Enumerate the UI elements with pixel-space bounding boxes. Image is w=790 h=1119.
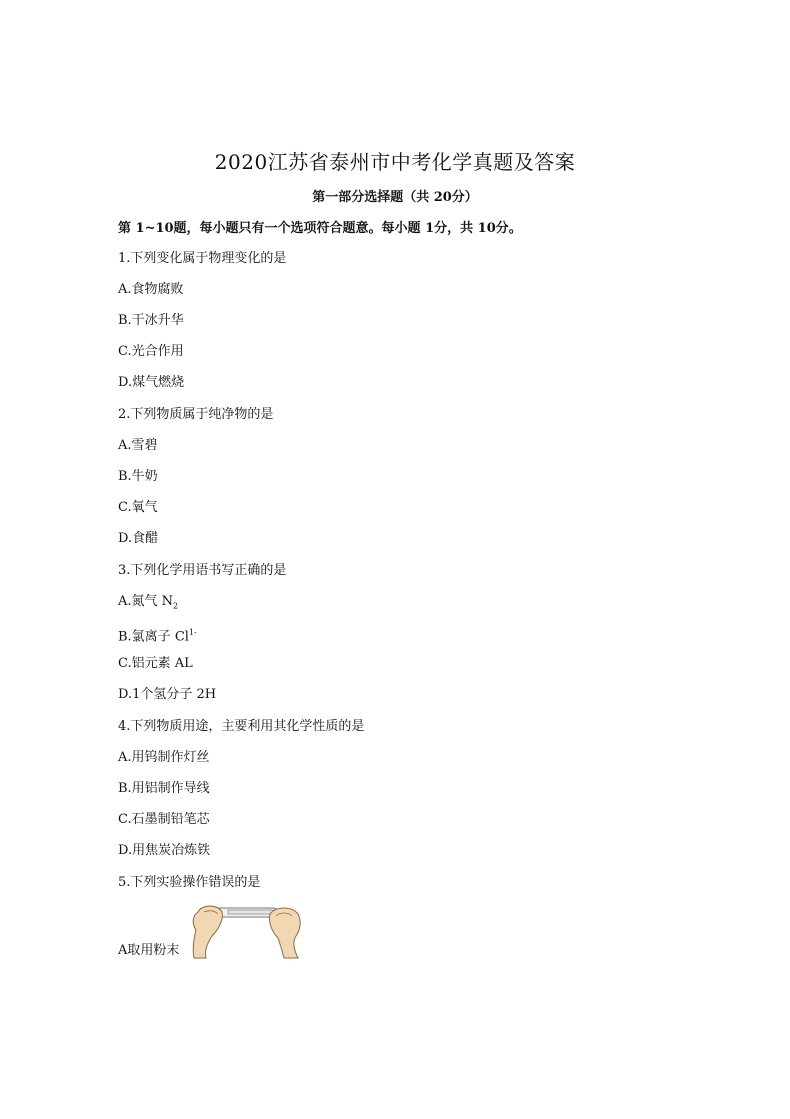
question-4-option-a: A.用钨制作灯丝 bbox=[118, 750, 210, 765]
question-4-option-d: D.用焦炭冶炼铁 bbox=[118, 843, 211, 858]
question-4-option-b: B.用铝制作导线 bbox=[118, 781, 210, 796]
question-5-option-a: A取用粉末 bbox=[118, 943, 180, 958]
subscript: 2 bbox=[173, 601, 179, 611]
question-3-option-c: C.铝元素 AL bbox=[118, 656, 193, 671]
question-2-option-d: D.食醋 bbox=[118, 531, 159, 546]
question-2-option-c: C.氧气 bbox=[118, 500, 158, 515]
question-5-stem: 5.下列实验操作错误的是 bbox=[118, 875, 261, 890]
question-2-stem: 2.下列物质属于纯净物的是 bbox=[118, 407, 274, 422]
question-1-option-c: C.光合作用 bbox=[118, 344, 184, 359]
question-1-stem: 1.下列变化属于物理变化的是 bbox=[118, 251, 287, 266]
question-3-option-b bbox=[118, 624, 197, 646]
option-a-text: A.氮气 N bbox=[118, 594, 174, 609]
question-1-option-d: D.煤气燃烧 bbox=[118, 375, 185, 390]
question-3-option-d: D.1个氢分子 2H bbox=[118, 687, 217, 702]
question-2-option-a: A.雪碧 bbox=[118, 438, 158, 453]
question-4-stem: 4.下列物质用途，主要利用其化学性质的是 bbox=[118, 719, 365, 734]
superscript: 1- bbox=[188, 628, 197, 637]
question-3-option-a bbox=[118, 593, 178, 616]
question-2-option-b: B.牛奶 bbox=[118, 469, 158, 484]
option-b-text: B.氯离子 Cl bbox=[118, 629, 189, 645]
question-4-option-c: C.石墨制铅笔芯 bbox=[118, 812, 210, 827]
question-3-stem: 3.下列化学用语书写正确的是 bbox=[118, 563, 287, 578]
question-1-option-b: B.干冰升华 bbox=[118, 313, 184, 328]
section-instruction: 第 1~10题，每小题只有一个选项符合题意。每小题 1分，共 10分。 bbox=[118, 221, 522, 236]
section-heading: 第一部分选择题（共 20分） bbox=[312, 190, 478, 205]
document-title: 2020江苏省泰州市中考化学真题及答案 bbox=[214, 150, 576, 174]
powder-transfer-illustration bbox=[188, 900, 308, 960]
question-1-option-a: A.食物腐败 bbox=[118, 282, 184, 297]
